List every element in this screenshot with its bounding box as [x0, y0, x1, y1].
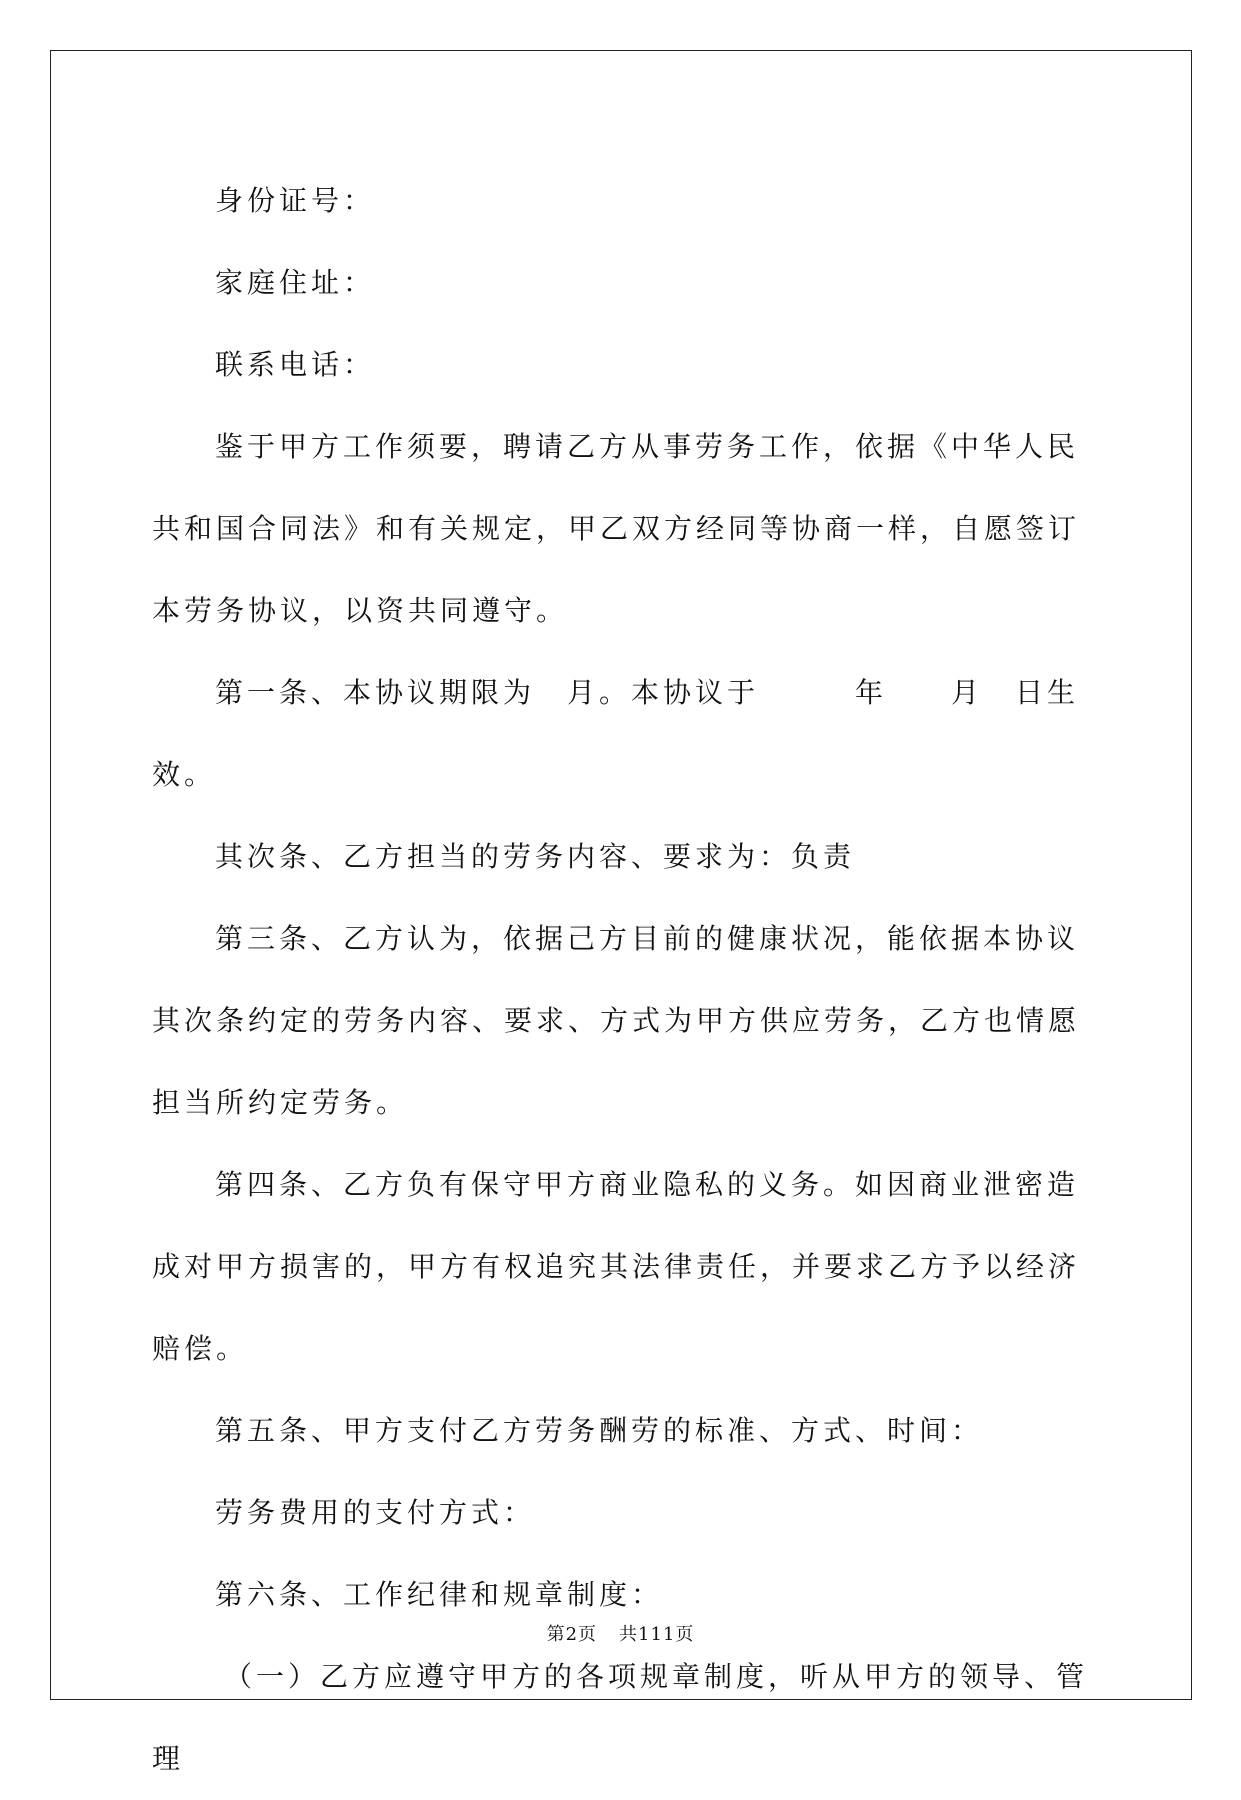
paragraph-article-2: 其次条、乙方担当的劳务内容、要求为：负责: [215, 840, 856, 873]
total-pages: 共111页: [619, 1624, 695, 1645]
paragraph-article-4: 第四条、乙方负有保守甲方商业隐私的义务。如因商业泄密造成对甲方损害的，甲方有权追究其法律责任，并要求乙方予以经济赔偿。: [152, 1168, 1081, 1365]
paragraph-home-address: 家庭住址：: [215, 266, 376, 299]
paragraph-payment-method: 劳务费用的支付方式：: [215, 1496, 536, 1529]
document-body: [152, 160, 1092, 1800]
paragraph-article-3: 第三条、乙方认为，依据己方目前的健康状况，能依据本协议其次条约定的劳务内容、要求、方式为甲方供应劳务，乙方也情愿担当所约定劳务。: [152, 922, 1081, 1119]
paragraph-id-number: 身份证号：: [215, 184, 376, 217]
page-footer: [0, 1620, 1241, 1646]
paragraph-article-6-item-1: （一）乙方应遵守甲方的各项规章制度，听从甲方的领导、管理: [152, 1660, 1089, 1775]
paragraph-phone: 联系电话：: [215, 348, 376, 381]
paragraph-article-5: 第五条、甲方支付乙方劳务酬劳的标准、方式、时间：: [215, 1414, 984, 1447]
paragraph-article-1: 第一条、本协议期限为 月。本协议于 年 月 日生效。: [152, 676, 1080, 791]
paragraph-preamble: 鉴于甲方工作须要，聘请乙方从事劳务工作，依据《中华人民共和国合同法》和有关规定，甲乙双方经同等协商一样，自愿签订本劳务协议，以资共同遵守。: [152, 430, 1081, 627]
page-number: 第2页: [546, 1624, 598, 1645]
paragraph-article-6: 第六条、工作纪律和规章制度：: [215, 1578, 664, 1611]
